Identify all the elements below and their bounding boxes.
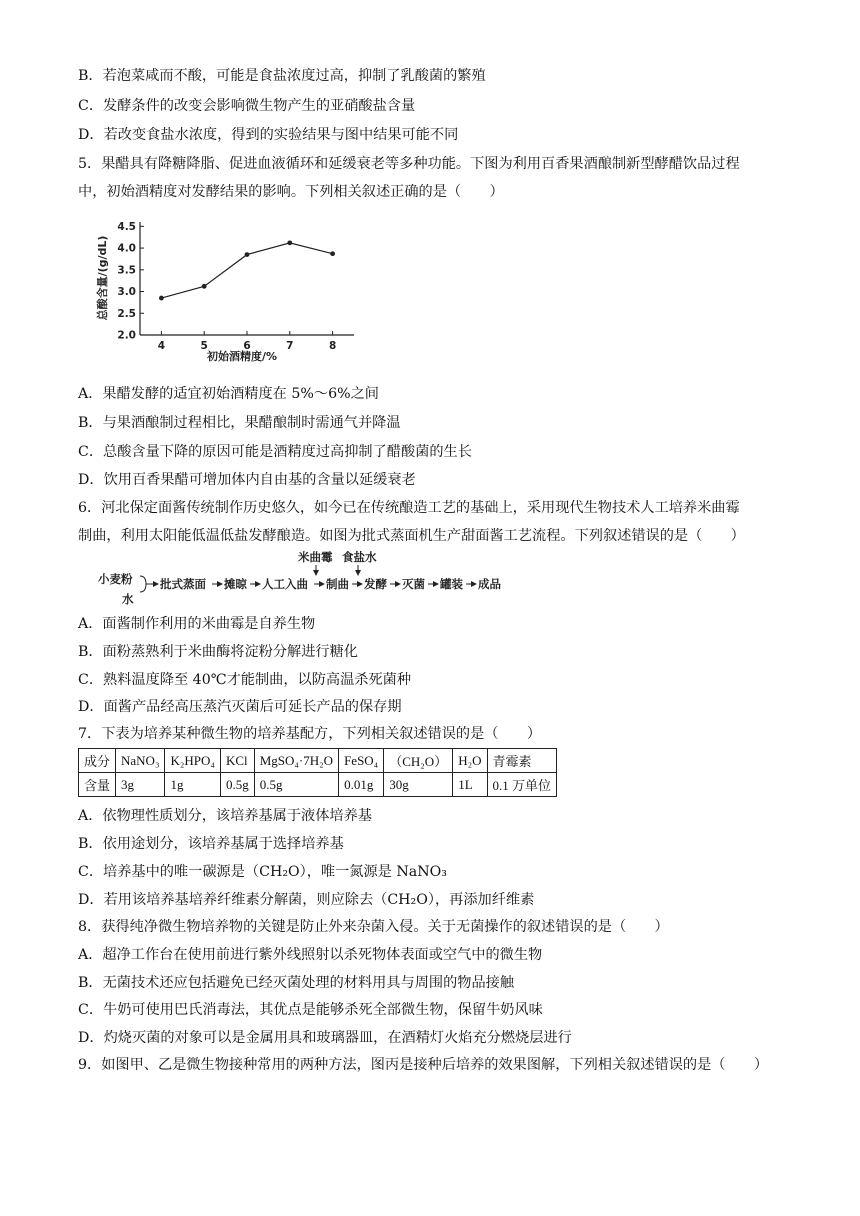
q5-stem-line2: 中，初始酒精度对发酵结果的影响。下列相关叙述正确的是（ ）: [78, 184, 504, 200]
table-cell: 3g: [116, 773, 165, 797]
q7-option-d: D．若用该培养基培养纤维素分解菌，则应除去（CH₂O），再添加纤维素: [78, 892, 535, 908]
q5-option-a: A．果醋发酵的适宜初始酒精度在 5%～6%之间: [78, 386, 379, 402]
flow-step-ferment: 发酵: [364, 577, 387, 591]
flow-step-product: 成品: [478, 577, 501, 591]
noodle-sauce-process-flow: [92, 548, 512, 610]
flow-step-koji: 制曲: [326, 577, 349, 591]
chart-x-tick-label: 5: [200, 340, 208, 352]
table-cell: H₂O: [453, 749, 487, 773]
chart-data-point: [330, 251, 335, 256]
flow-input-flour: 小麦粉: [98, 572, 133, 586]
chart-y-tick-label: 4.0: [117, 242, 136, 255]
flow-step-sterilize: 灭菌: [402, 577, 425, 591]
q4-option-d: D．若改变食盐水浓度，得到的实验结果与图中结果可能不同: [78, 127, 459, 143]
chart-data-point: [159, 296, 164, 301]
q8-option-a: A．超净工作台在使用前进行紫外线照射以杀死物体表面或空气中的微生物: [78, 947, 543, 963]
q7-option-b: B．依用途划分，该培养基属于选择培养基: [78, 836, 344, 852]
table-cell: FeSO₄: [339, 749, 384, 773]
q8-stem: 8．获得纯净微生物培养物的关键是防止外来杂菌入侵。关于无菌操作的叙述错误的是（ ）: [78, 919, 669, 935]
table-cell: NaNO₃: [116, 749, 165, 773]
chart-y-tick-label: 4.5: [117, 220, 136, 233]
table-cell: 1L: [453, 773, 487, 797]
table-row-components: [79, 749, 557, 773]
table-cell: 青霉素: [487, 749, 557, 773]
table-row-amounts: [79, 773, 557, 797]
chart-data-point: [245, 252, 250, 257]
table-cell: 1g: [165, 773, 220, 797]
q8-option-b: B．无菌技术还应包括避免已经灭菌处理的材料用具与周围的物品接触: [78, 975, 515, 991]
q9-stem: 9．如图甲、乙是微生物接种常用的两种方法，图丙是接种后培养的效果图解，下列相关叙述错误的是（ ）: [78, 1057, 769, 1073]
flow-input-water: 水: [122, 592, 134, 606]
q8-option-c: C．牛奶可使用巴氏消毒法，其优点是能够杀死全部微生物，保留牛奶风味: [78, 1002, 543, 1018]
table-cell: MgSO₄·7H₂O: [254, 749, 338, 773]
q5-option-b: B．与果酒酿制过程相比，果醋酿制时需通气并降温: [78, 415, 401, 431]
q5-option-c: C．总酸含量下降的原因可能是酒精度过高抑制了醋酸菌的生长: [78, 444, 472, 460]
q6-stem-line1: 6．河北保定面酱传统制作历史悠久，如今已在传统酿造工艺的基础上，采用现代生物技术人工培养米曲霉: [78, 500, 740, 516]
chart-x-tick-label: 8: [328, 340, 337, 352]
flow-step-can: 罐装: [440, 577, 463, 591]
chart-x-tick-label: 6: [243, 340, 251, 352]
chart-y-tick-label: 3.5: [117, 264, 136, 277]
table-cell: KCl: [220, 749, 254, 773]
acid-content-line-chart: [92, 212, 367, 367]
flow-additive-aspergillus: 米曲霉: [298, 550, 333, 564]
chart-y-axis-label: 总酸含量/(g/dL): [96, 235, 109, 321]
q7-option-a: A．依物理性质划分，该培养基属于液体培养基: [78, 808, 372, 824]
q7-option-c: C．培养基中的唯一碳源是（CH₂O），唯一氮源是 NaNO₃: [78, 864, 447, 880]
q6-option-a: A．面酱制作利用的米曲霉是自养生物: [78, 616, 316, 632]
flow-step-inoculate: 人工入曲: [262, 577, 308, 591]
q7-stem: 7．下表为培养某种微生物的培养基配方，下列相关叙述错误的是（ ）: [78, 726, 542, 742]
q6-option-b: B．面粉蒸熟利于米曲酶将淀粉分解进行糖化: [78, 644, 358, 660]
table-cell: K₂HPO₄: [165, 749, 220, 773]
q6-option-c: C．熟料温度降至 40℃才能制曲，以防高温杀死菌种: [78, 672, 412, 688]
q8-option-d: D．灼烧灭菌的对象可以是金属用具和玻璃器皿，在酒精灯火焰充分燃烧层进行: [78, 1030, 572, 1046]
chart-x-axis-label: 初始酒精度/%: [206, 350, 278, 363]
flow-additive-brine: 食盐水: [342, 550, 377, 564]
q5-stem-line1: 5．果醋具有降糖降脂、促进血液循环和延缓衰老等多种功能。下图为利用百香果酒酿制新型酵醋饮品过程: [78, 156, 740, 172]
flow-step-cool: 摊晾: [224, 577, 247, 591]
table-cell: （CH₂O）: [384, 749, 453, 773]
table-cell: 0.5g: [254, 773, 338, 797]
chart-x-tick-label: 4: [157, 340, 166, 352]
table-cell: 0.5g: [220, 773, 254, 797]
table-cell: 0.01g: [339, 773, 384, 797]
chart-data-point: [287, 240, 292, 245]
chart-y-tick-label: 2.5: [117, 307, 136, 320]
table-row-label: 成分: [79, 749, 116, 773]
q4-option-c: C．发酵条件的改变会影响微生物产生的亚硝酸盐含量: [78, 98, 416, 114]
chart-y-tick-label: 2.0: [117, 329, 136, 342]
chart-series-line: [161, 243, 332, 298]
q6-option-d: D．面酱产品经高压蒸汽灭菌后可延长产品的保存期: [78, 699, 402, 715]
chart-data-point: [202, 284, 207, 289]
table-cell: 30g: [384, 773, 453, 797]
culture-medium-table: [78, 748, 557, 797]
q6-stem-line2: 制曲，利用太阳能低温低盐发酵酿造。如图为批式蒸面机生产甜面酱工艺流程。下列叙述错误的是（ ）: [78, 528, 745, 544]
chart-y-tick-label: 3.0: [117, 286, 136, 299]
chart-x-tick-label: 7: [286, 340, 294, 352]
table-cell: 0.1 万单位: [487, 773, 557, 797]
table-row-label: 含量: [79, 773, 116, 797]
flow-step-steam: 批式蒸面: [160, 577, 206, 591]
q4-option-b: B．若泡菜咸而不酸，可能是食盐浓度过高，抑制了乳酸菌的繁殖: [78, 68, 486, 84]
q5-option-d: D．饮用百香果醋可增加体内自由基的含量以延缓衰老: [78, 472, 416, 488]
